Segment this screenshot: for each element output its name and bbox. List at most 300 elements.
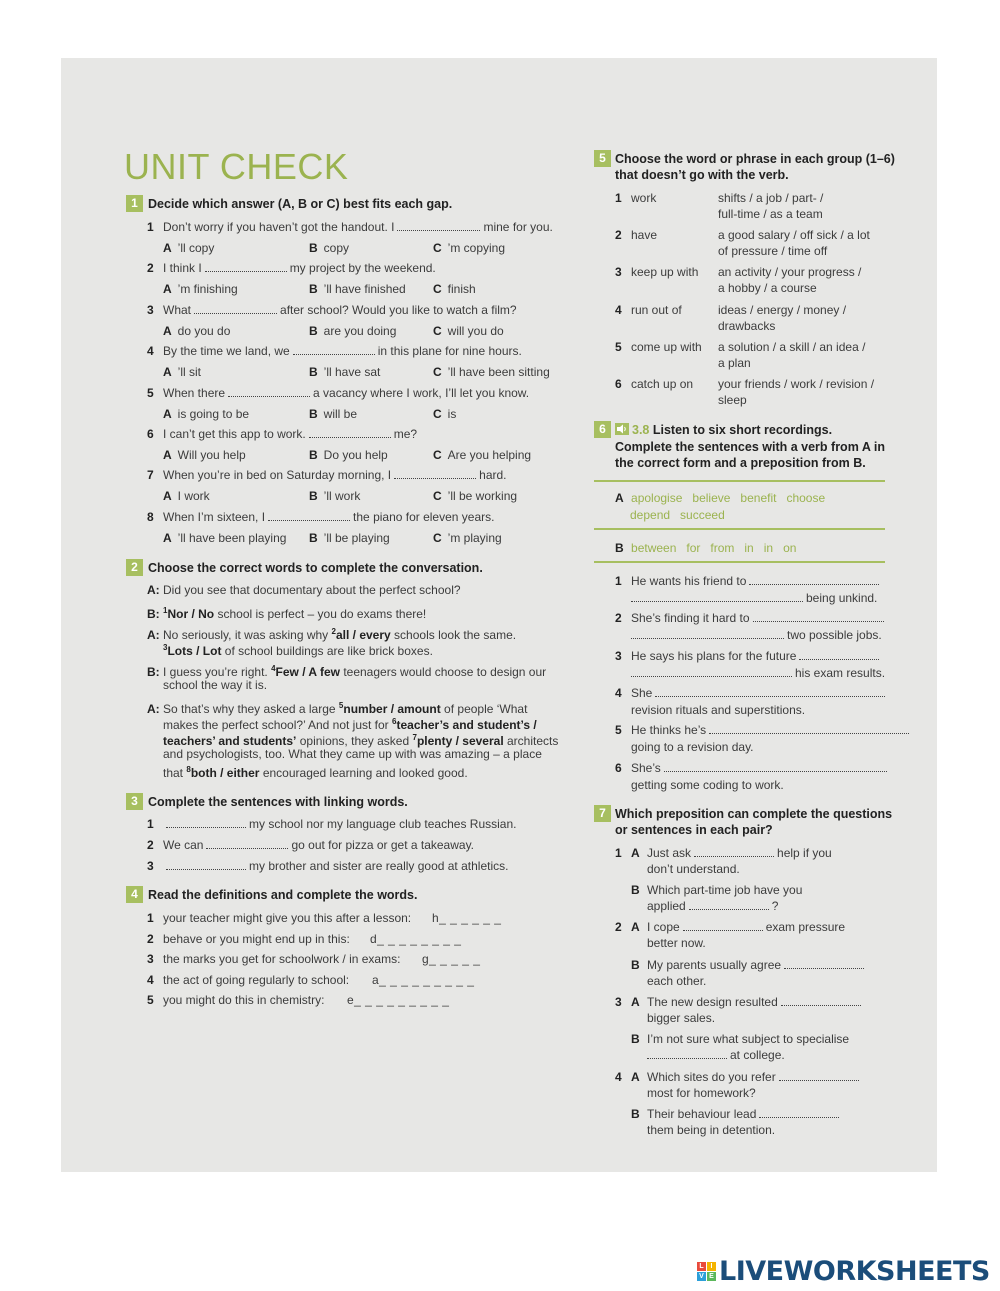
option-letter: B (309, 323, 318, 338)
option-text: ’ll sit (177, 365, 202, 380)
option-text: Will you help (177, 448, 246, 462)
answer-gap[interactable] (631, 628, 784, 639)
pair-item (615, 1031, 849, 1047)
question-text: Which sites do you refer (647, 1070, 776, 1084)
verb-row-4 (615, 302, 682, 318)
question-text: exam pressure (765, 920, 846, 934)
section-3-heading: Complete the sentences with linking words. (148, 795, 408, 809)
option-letter: B (309, 241, 318, 255)
conversation-line-4: B: I guess you’re right. $^4$Few / A few teenagers would choose to design our (147, 664, 547, 679)
question-number: 5 (615, 723, 622, 738)
option-letter: A (163, 241, 172, 255)
word-options[interactable]: a plan (718, 355, 751, 370)
option-text: ’m copying (447, 241, 506, 255)
option-text: will be (323, 406, 358, 421)
answer-gap[interactable] (655, 686, 885, 697)
row-number: 6 (615, 377, 622, 391)
verb-row-1 (615, 190, 656, 206)
question-text: applied (647, 899, 686, 913)
question-text: going to a revision day. (631, 740, 754, 755)
option-a[interactable] (163, 406, 249, 422)
question-text: hard. (479, 468, 507, 483)
linking-question-3 (147, 858, 508, 874)
pair-letter: A (631, 846, 640, 860)
option-b[interactable] (309, 240, 349, 256)
choice-2[interactable]: all / every (335, 628, 391, 642)
option-text: ’m playing (447, 530, 502, 545)
choice-4[interactable]: Few / A few (275, 665, 340, 679)
answer-gap[interactable] (309, 427, 391, 438)
question-number: 1 (615, 846, 622, 860)
question-continuation (647, 898, 778, 914)
question-continuation (647, 1085, 756, 1101)
question-number: 8 (147, 509, 154, 524)
choice-5[interactable]: number / amount (343, 702, 441, 716)
conversation-line-1: A: Did you see that documentary about the perfect school? (147, 583, 461, 597)
question-text: them being in detention. (647, 1123, 776, 1137)
question-text: mine for you. (483, 220, 553, 234)
question-text: What (163, 302, 192, 317)
word-options[interactable]: an activity / your progress / (718, 265, 862, 280)
answer-gap[interactable] (397, 220, 480, 231)
section-4-heading: Read the definitions and complete the words. (148, 888, 418, 902)
question-6 (147, 426, 417, 442)
verb-row-6 (615, 376, 693, 392)
word-options[interactable]: sleep (718, 393, 747, 407)
section-2-badge: 2 (126, 559, 143, 576)
section-7-badge: 7 (594, 805, 611, 822)
option-a[interactable] (163, 240, 214, 256)
word-options[interactable]: of pressure / time off (718, 244, 828, 259)
definition-5 (147, 992, 324, 1008)
question-number: 3 (615, 648, 622, 663)
answer-gap[interactable] (394, 468, 476, 479)
row-number: 5 (615, 339, 622, 354)
word-options[interactable]: a good salary / off sick / a lot (718, 228, 870, 243)
conversation-line-5c: teachers’ and students’ opinions, they asked $^7$plenty / several architects (163, 733, 559, 748)
question-text: bigger sales. (647, 1011, 716, 1025)
question-text: the piano for eleven years. (353, 509, 495, 524)
option-letter: B (309, 530, 318, 545)
option-a[interactable] (163, 530, 286, 546)
divider-bottom (594, 561, 885, 563)
question-text: The new design resulted (647, 995, 778, 1009)
answer-gap[interactable] (694, 846, 774, 857)
answer-gap[interactable] (664, 761, 887, 772)
conversation-line-5: A: So that’s why they asked a large $^5$number / amount of people ‘What (147, 701, 528, 716)
question-text: my school nor my language club teaches Russian. (249, 817, 517, 831)
option-letter: C (433, 448, 442, 462)
question-text: my brother and sister are really good at athletics. (249, 859, 509, 873)
option-c[interactable] (433, 406, 456, 422)
listening-question-3 (615, 648, 882, 664)
question-text: I’m not sure what subject to specialise (647, 1032, 850, 1046)
conversation-line-5b: makes the perfect school?’ And not just for $^6$teacher’s and student’s / (163, 717, 537, 732)
verb-text: keep up with (631, 265, 699, 280)
question-text: Which part-time job have you (647, 883, 803, 897)
conversation-line-3b: $^3$Lots / Lot of school buildings are like brick boxes. (163, 643, 433, 658)
option-text: ’m finishing (177, 282, 238, 297)
question-text: He thinks he’s (631, 723, 707, 738)
question-2 (147, 260, 436, 276)
section-2-heading: Choose the correct words to complete the conversation. (148, 561, 483, 575)
word-blanks[interactable]: d_ _ _ _ _ _ _ _ (370, 931, 462, 946)
option-c[interactable] (433, 240, 505, 256)
question-8 (147, 509, 494, 525)
option-letter: C (433, 282, 442, 297)
conversation-line-4b: school the way it is. (163, 678, 268, 692)
word-blanks[interactable]: g_ _ _ _ _ (422, 952, 481, 967)
definition-3 (147, 951, 400, 967)
section-3-badge: 3 (126, 793, 143, 810)
answer-gap[interactable] (268, 510, 350, 521)
section-5-heading-1: Choose the word or phrase in each group (1–6) (615, 152, 895, 166)
section-1-badge: 1 (126, 195, 143, 212)
question-number: 3 (147, 952, 154, 967)
question-text: She’s (631, 760, 661, 775)
verb-text: have (631, 228, 658, 243)
section-6-badge: 6 (594, 421, 611, 438)
question-text: I can’t get this app to work. (163, 427, 306, 441)
definition-text: the marks you get for schoolwork / in exams: (163, 952, 401, 967)
definition-4 (147, 972, 349, 988)
section-4-badge: 4 (126, 886, 143, 903)
pair-item (615, 845, 832, 861)
listening-question-2 (615, 610, 887, 626)
logo-cubes-icon: L I V E (697, 1262, 716, 1281)
pair-item (615, 994, 864, 1010)
option-text: are you doing (323, 323, 397, 338)
option-text: Are you helping (447, 448, 532, 462)
question-text: my project by the weekend. (289, 261, 436, 276)
question-5 (147, 385, 529, 401)
answer-gap[interactable] (749, 574, 879, 585)
divider-top (594, 480, 885, 482)
question-text: I think I (163, 261, 202, 276)
word-box-b: B between for from in in on (615, 541, 797, 555)
question-text: being unkind. (806, 591, 878, 605)
question-text: help if you (777, 846, 832, 860)
word-options[interactable]: a solution / a skill / an idea / (718, 339, 866, 354)
divider-middle (594, 528, 885, 530)
pair-item (615, 919, 845, 935)
question-text: better now. (647, 936, 706, 950)
answer-gap[interactable] (709, 723, 909, 734)
question-text: My parents usually agree (647, 958, 782, 972)
logo-text: LIVEWORKSHEETS (719, 1255, 990, 1287)
question-continuation (631, 702, 805, 718)
question-text: He wants his friend to (631, 574, 747, 588)
answer-gap[interactable] (293, 344, 375, 355)
conversation-line-5e: that $^8$both / either encouraged learning and looked good. (163, 765, 468, 780)
section-1-heading: Decide which answer (A, B or C) best fits each gap. (148, 197, 453, 211)
question-text: She’s finding it hard to (631, 611, 750, 626)
option-text: finish (447, 282, 476, 297)
audio-speaker-icon[interactable] (615, 423, 629, 435)
question-number: 2 (147, 261, 154, 276)
question-number: 5 (147, 993, 154, 1008)
verb-text: work (631, 191, 657, 205)
answer-gap[interactable] (228, 386, 310, 397)
word-options[interactable]: your friends / work / revision / (718, 377, 875, 391)
option-a[interactable] (163, 488, 210, 504)
answer-gap[interactable] (166, 859, 246, 870)
option-letter: A (163, 282, 172, 297)
question-text: When I’m sixteen, I (163, 509, 266, 524)
question-number: 3 (615, 995, 622, 1009)
question-continuation (631, 739, 754, 755)
word-blanks[interactable]: e_ _ _ _ _ _ _ _ _ (347, 993, 450, 1008)
answer-gap[interactable] (759, 1107, 839, 1118)
answer-gap[interactable] (689, 899, 769, 910)
question-number: 7 (147, 468, 154, 483)
question-continuation (647, 1047, 785, 1063)
word-options[interactable]: full-time / as a team (718, 207, 823, 221)
conversation-line-5d: and psychologists, too. What they came up with was amazing – a place (163, 747, 542, 761)
question-text: ? (771, 899, 779, 913)
option-letter: A (163, 323, 172, 338)
option-a[interactable] (163, 323, 230, 339)
pair-item (615, 1106, 842, 1122)
question-text: at college. (730, 1048, 785, 1062)
question-continuation (631, 777, 784, 793)
answer-gap[interactable] (206, 838, 288, 849)
pair-letter: A (631, 1070, 640, 1084)
answer-gap[interactable] (779, 1070, 859, 1081)
question-continuation (631, 665, 885, 681)
choice-3[interactable]: Lots / Lot (167, 644, 222, 658)
answer-gap[interactable] (781, 995, 861, 1006)
word-options[interactable]: a hobby / a course (718, 281, 817, 296)
option-letter: A (163, 530, 172, 545)
option-text: ’ll have been sitting (447, 365, 550, 380)
question-text: go out for pizza or get a takeaway. (291, 838, 475, 852)
pair-letter: A (631, 995, 640, 1009)
question-number: 6 (615, 760, 622, 775)
option-a[interactable] (163, 364, 201, 380)
section-5-heading-2: that doesn’t go with the verb. (615, 168, 789, 182)
option-letter: B (309, 365, 318, 380)
question-text: most for homework? (647, 1086, 756, 1100)
option-c[interactable] (433, 281, 476, 297)
question-continuation (631, 590, 877, 606)
question-number: 4 (615, 1070, 622, 1084)
option-text: ’ll have been playing (177, 530, 287, 545)
question-continuation (647, 861, 740, 877)
listening-question-1 (615, 573, 882, 589)
option-text: ’ll have sat (323, 365, 381, 380)
question-number: 1 (147, 911, 154, 925)
answer-gap[interactable] (799, 649, 879, 660)
option-a[interactable] (163, 281, 238, 297)
option-text: Do you help (323, 448, 388, 462)
option-letter: A (163, 489, 172, 504)
question-continuation (631, 627, 882, 643)
answer-gap[interactable] (753, 611, 884, 622)
definition-text: you might do this in chemistry: (163, 993, 325, 1008)
option-text: ’ll be working (447, 489, 518, 504)
answer-gap[interactable] (205, 261, 287, 272)
listening-question-6 (615, 760, 890, 776)
option-text: is going to be (177, 406, 250, 421)
row-number: 4 (615, 302, 622, 317)
option-letter: B (309, 406, 318, 421)
listening-question-4 (615, 685, 888, 701)
listening-question-5 (615, 722, 912, 738)
word-box-a: A apologise believe benefit choose (615, 491, 826, 505)
definition-text: the act of going regularly to school: (163, 972, 350, 987)
question-text: He says his plans for the future (631, 648, 797, 663)
option-b[interactable] (309, 323, 396, 339)
choice-8[interactable]: both / either (190, 766, 260, 780)
row-number: 1 (615, 191, 622, 205)
question-continuation (647, 1010, 715, 1026)
option-letter: B (309, 489, 318, 504)
option-letter: A (163, 448, 172, 462)
pair-letter: A (631, 920, 640, 934)
question-text: When there (163, 385, 226, 400)
verb-row-3 (615, 264, 698, 280)
question-text: in this plane for nine hours. (377, 344, 522, 359)
question-number: 1 (615, 574, 622, 588)
option-letter: C (433, 489, 442, 504)
question-text: When you’re in bed on Saturday morning, I (163, 468, 392, 483)
definition-2 (147, 931, 350, 947)
question-number: 1 (147, 817, 154, 831)
word-box-a-line-2: depend succeed (630, 508, 725, 522)
question-number: 2 (615, 920, 622, 934)
choice-6b[interactable]: teachers’ and students’ (163, 734, 297, 748)
section-6-heading-1: 3.8 Listen to six short recordings. (615, 422, 832, 438)
question-7 (147, 467, 507, 483)
section-7-heading-2: or sentences in each pair? (615, 823, 773, 837)
choice-1[interactable]: Nor / No (167, 607, 215, 621)
pair-item (615, 882, 802, 898)
section-6-heading-2: Complete the sentences with a verb from A in (615, 440, 885, 454)
option-b[interactable] (309, 447, 388, 463)
option-text: I work (177, 489, 210, 504)
option-a[interactable] (163, 447, 246, 463)
pair-item (615, 957, 867, 973)
word-options[interactable]: ideas / energy / money / (718, 302, 847, 317)
question-text: We can (163, 838, 204, 852)
question-continuation (647, 973, 706, 989)
question-text: getting some coding to work. (631, 777, 784, 792)
option-text: ’ll work (323, 489, 361, 504)
linking-question-1 (147, 816, 516, 832)
answer-gap[interactable] (784, 958, 864, 969)
word-options[interactable]: drawbacks (718, 318, 776, 333)
choice-6[interactable]: teacher’s and student’s / (396, 718, 537, 732)
question-text: each other. (647, 974, 707, 988)
option-text: ’ll copy (177, 241, 215, 255)
option-letter: C (433, 365, 442, 380)
word-options[interactable]: shifts / a job / part- / (718, 191, 824, 205)
conversation-line-3: A: No seriously, it was asking why $^2$all / every schools look the same. (147, 627, 517, 642)
option-c[interactable] (433, 364, 550, 380)
verb-text: run out of (631, 302, 682, 317)
option-letter: B (309, 448, 318, 462)
question-1 (147, 219, 553, 235)
question-number: 3 (147, 302, 154, 317)
option-letter: C (433, 406, 442, 421)
option-text: do you do (177, 323, 231, 338)
option-b[interactable] (309, 488, 360, 504)
option-b[interactable] (309, 364, 380, 380)
answer-gap[interactable] (647, 1048, 727, 1059)
answer-gap[interactable] (166, 817, 246, 828)
answer-gap[interactable] (194, 303, 277, 314)
section-7-heading-1: Which preposition can complete the questions (615, 807, 893, 821)
verb-text: catch up on (631, 377, 694, 391)
option-c[interactable] (433, 447, 531, 463)
question-text: She (631, 685, 653, 700)
linking-question-2 (147, 837, 474, 853)
definition-text: your teacher might give you this after a lesson: (163, 911, 412, 925)
question-number: 2 (147, 838, 154, 852)
question-number: 4 (147, 972, 154, 987)
option-b[interactable] (309, 530, 390, 546)
definition-text: behave or you might end up in this: (163, 931, 350, 946)
answer-gap[interactable] (631, 666, 792, 677)
word-blanks[interactable]: a_ _ _ _ _ _ _ _ _ (372, 972, 475, 987)
question-text: By the time we land, we (163, 344, 290, 359)
definition-1 (147, 910, 411, 926)
option-b[interactable] (309, 281, 406, 297)
option-letter: A (163, 365, 172, 380)
question-number: 2 (615, 611, 622, 626)
option-text: ’ll be playing (323, 530, 390, 545)
question-continuation (647, 1122, 775, 1138)
option-text: will you do (447, 323, 504, 338)
question-number: 4 (615, 685, 622, 700)
choice-7[interactable]: plenty / several (416, 734, 504, 748)
pair-letter: B (631, 1107, 640, 1121)
question-number: 5 (147, 385, 154, 400)
option-letter: C (433, 530, 442, 545)
row-number: 2 (615, 228, 622, 243)
option-letter: B (309, 282, 318, 297)
word-blanks[interactable]: h_ _ _ _ _ _ (432, 911, 502, 925)
option-c[interactable] (433, 488, 517, 504)
question-text: two possible jobs. (787, 628, 882, 643)
question-number: 6 (147, 427, 154, 441)
question-text: a vacancy where I work, I’ll let you know. (313, 385, 530, 400)
verb-text: come up with (631, 339, 702, 354)
question-text: revision rituals and superstitions. (631, 702, 806, 717)
question-number: 3 (147, 859, 154, 873)
option-b[interactable] (309, 406, 357, 422)
question-number: 2 (147, 931, 154, 946)
question-4 (147, 343, 522, 359)
question-text: I cope (647, 920, 680, 934)
option-c[interactable] (433, 530, 502, 546)
option-text: ’ll have finished (323, 282, 406, 297)
answer-gap[interactable] (631, 591, 803, 602)
question-text: his exam results. (795, 665, 886, 680)
answer-gap[interactable] (683, 920, 763, 931)
option-letter: C (433, 241, 442, 255)
option-c[interactable] (433, 323, 504, 339)
pair-letter: B (631, 1032, 640, 1046)
row-number: 3 (615, 265, 622, 280)
question-number: 4 (147, 344, 154, 359)
liveworksheets-logo[interactable] (697, 1256, 990, 1286)
question-continuation (647, 935, 706, 951)
question-text: me? (393, 427, 418, 441)
question-text: don’t understand. (647, 862, 740, 876)
section-6-heading-3: the correct form and a preposition from B. (615, 456, 866, 470)
